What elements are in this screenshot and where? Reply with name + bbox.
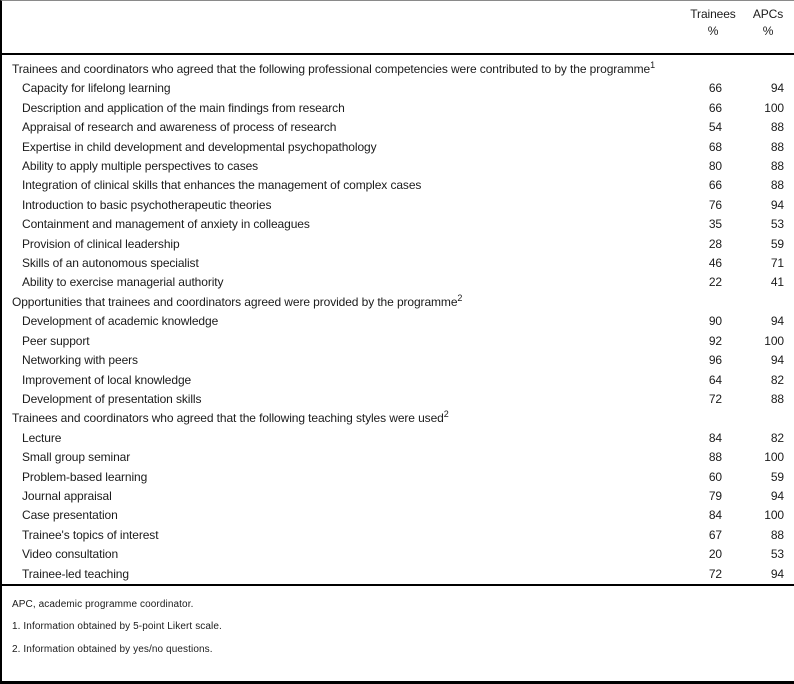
table-row — [2, 351, 794, 370]
row-label: Expertise in child development and developmental psychopathology — [22, 139, 377, 154]
row-label: Journal appraisal — [22, 488, 112, 503]
table-row — [2, 157, 794, 176]
trainees-percent-value: 68 — [708, 139, 722, 154]
trainees-percent-value: 84 — [708, 508, 722, 523]
row-label: Containment and management of anxiety in colleagues — [22, 217, 310, 232]
table-row — [2, 526, 794, 545]
table-row — [2, 487, 794, 506]
apcs-percent-value: 94 — [770, 566, 784, 581]
section-heading — [2, 293, 692, 312]
table-row — [2, 79, 794, 98]
apcs-percent-value: 100 — [764, 450, 784, 465]
apcs-percent-value: 100 — [764, 100, 784, 115]
section-heading-text: Trainees and coordinators who agreed that the following teaching styles were used — [12, 411, 444, 426]
table-row — [2, 332, 794, 351]
row-label: Networking with peers — [22, 353, 138, 368]
row-label: Small group seminar — [22, 450, 131, 465]
trainees-percent-value: 76 — [708, 197, 722, 212]
row-label: Ability to exercise managerial authority — [22, 275, 224, 290]
table-row — [2, 138, 794, 157]
table-header — [2, 1, 794, 53]
apcs-percent-value: 88 — [770, 527, 784, 542]
row-label: Development of presentation skills — [22, 391, 202, 406]
apcs-percent-value: 82 — [770, 372, 784, 387]
apcs-percent-value: 53 — [770, 547, 784, 562]
row-label: Skills of an autonomous specialist — [22, 256, 199, 271]
column-header-apcs — [730, 6, 794, 40]
section-heading — [2, 409, 692, 428]
footnote-reference: 2 — [457, 292, 463, 303]
row-label: Appraisal of research and awareness of process of research — [22, 120, 337, 135]
table-row — [2, 273, 794, 292]
row-label: Case presentation — [22, 508, 118, 523]
apcs-percent-value: 88 — [770, 139, 784, 154]
footnotes — [2, 586, 794, 662]
row-label: Peer support — [22, 333, 90, 348]
trainees-percent-value: 22 — [708, 275, 722, 290]
footnote: 2. Information obtained by yes/no questions. — [12, 643, 213, 655]
table-row — [2, 99, 794, 118]
apcs-percent-value: 88 — [770, 120, 784, 135]
trainees-percent-value: 64 — [708, 372, 722, 387]
table-row — [2, 468, 794, 487]
row-label: Integration of clinical skills that enhances the management of complex cases — [22, 178, 422, 193]
row-label: Trainee-led teaching — [22, 566, 129, 581]
row-label: Video consultation — [22, 547, 119, 562]
row-label: Lecture — [22, 430, 62, 445]
trainees-percent-value: 28 — [708, 236, 722, 251]
trainees-percent-value: 72 — [708, 566, 722, 581]
column-header-trainees-label: Trainees — [690, 7, 736, 21]
footnote: 1. Information obtained by 5-point Likert scale. — [12, 621, 222, 633]
trainees-percent-value: 46 — [708, 256, 722, 271]
apcs-percent-value: 100 — [764, 508, 784, 523]
apcs-percent-value: 100 — [764, 333, 784, 348]
apcs-percent-value: 59 — [770, 236, 784, 251]
apcs-percent-value: 94 — [770, 314, 784, 329]
footnote-reference: 2 — [443, 409, 449, 420]
trainees-percent-value: 67 — [708, 527, 722, 542]
trainees-percent-value: 66 — [708, 81, 722, 96]
apcs-percent-value: 88 — [770, 159, 784, 174]
apcs-percent-value: 41 — [770, 275, 784, 290]
table-row — [2, 429, 794, 448]
apcs-percent-value: 94 — [770, 488, 784, 503]
table-row — [2, 215, 794, 234]
trainees-percent-value: 20 — [708, 547, 722, 562]
apcs-percent-value: 94 — [770, 197, 784, 212]
table-body — [2, 55, 794, 584]
apcs-percent-value: 71 — [770, 256, 784, 271]
row-label: Provision of clinical leadership — [22, 236, 180, 251]
column-header-trainees-unit: % — [707, 24, 719, 38]
apcs-percent-value: 88 — [770, 178, 784, 193]
trainees-percent-value: 84 — [708, 430, 722, 445]
apcs-percent-value: 53 — [770, 217, 784, 232]
column-header-apcs-unit: % — [762, 24, 774, 38]
row-label: Ability to apply multiple perspectives to cases — [22, 159, 259, 174]
trainees-percent-value: 90 — [708, 314, 722, 329]
apcs-percent-value: 82 — [770, 430, 784, 445]
table-row — [2, 235, 794, 254]
trainees-percent-value: 92 — [708, 333, 722, 348]
footnote: APC, academic programme coordinator. — [12, 598, 194, 610]
trainees-percent-value: 80 — [708, 159, 722, 174]
apcs-percent-value: 59 — [770, 469, 784, 484]
section-heading-text: Trainees and coordinators who agreed that the following professional competencies were contributed to by the programme — [12, 62, 651, 76]
row-label: Development of academic knowledge — [22, 314, 219, 329]
row-label: Improvement of local knowledge — [22, 372, 192, 387]
table-row — [2, 176, 794, 195]
column-header-apcs-label: APCs — [752, 7, 784, 21]
table-row — [2, 545, 794, 564]
table-row — [2, 254, 794, 273]
trainees-percent-value: 66 — [708, 178, 722, 193]
trainees-percent-value: 88 — [708, 450, 722, 465]
apcs-percent-value: 94 — [770, 353, 784, 368]
row-label: Problem-based learning — [22, 469, 148, 484]
table-row — [2, 196, 794, 215]
section-heading-text: Opportunities that trainees and coordinators agreed were provided by the programme — [12, 294, 458, 309]
row-label: Capacity for lifelong learning — [22, 81, 171, 96]
trainees-percent-value: 66 — [708, 100, 722, 115]
row-label: Trainee's topics of interest — [22, 527, 159, 542]
row-label: Introduction to basic psychotherapeutic theories — [22, 197, 272, 212]
table-row — [2, 390, 794, 409]
trainees-percent-value: 79 — [708, 488, 722, 503]
footnote-reference: 1 — [650, 60, 656, 70]
section-heading — [2, 60, 692, 79]
row-label: Description and application of the main findings from research — [22, 100, 345, 115]
trainees-percent-value: 60 — [708, 469, 722, 484]
table-row — [2, 371, 794, 390]
trainees-percent-value: 72 — [708, 391, 722, 406]
trainees-percent-value: 35 — [708, 217, 722, 232]
trainees-percent-value: 96 — [708, 353, 722, 368]
table-row — [2, 448, 794, 467]
table-row — [2, 506, 794, 525]
table-row — [2, 312, 794, 331]
apcs-percent-value: 94 — [770, 81, 784, 96]
table-row — [2, 118, 794, 137]
apcs-percent-value: 88 — [770, 391, 784, 406]
trainees-percent-value: 54 — [708, 120, 722, 135]
table-row — [2, 565, 794, 584]
